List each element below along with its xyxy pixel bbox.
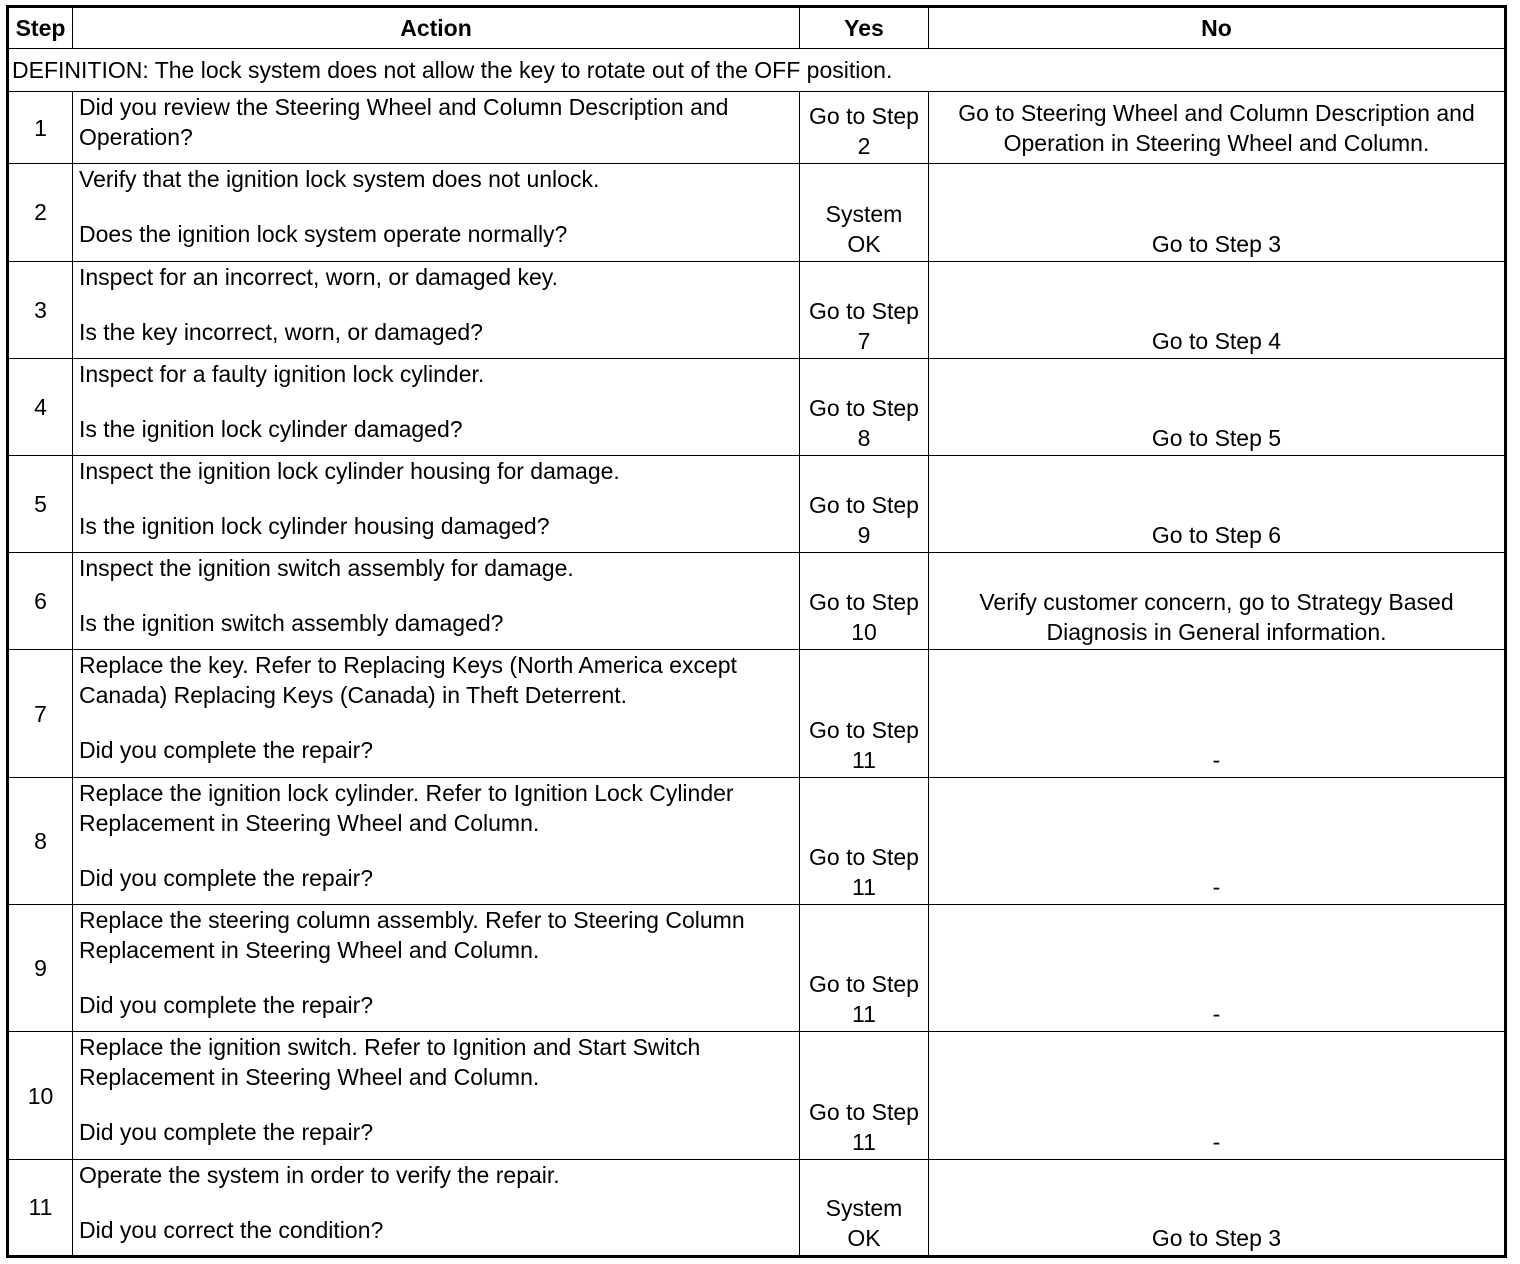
action-text: Inspect for a faulty ignition lock cylinder. (79, 360, 485, 387)
no-result: - (929, 1032, 1506, 1159)
yes-result: Go to Step 10 (800, 553, 929, 650)
action-text: Replace the key. Refer to Replacing Keys (North America except Canada) Replacing Keys (Canada) in Theft Deterrent. (79, 652, 737, 709)
no-result: Verify customer concern, go to Strategy Based Diagnosis in General information. (929, 553, 1506, 650)
no-result: - (929, 777, 1506, 904)
action-question: Did you complete the repair? (79, 737, 374, 764)
yes-result: Go to Step 2 (800, 92, 929, 164)
action-cell (73, 905, 800, 1032)
header-action: Action (73, 7, 800, 49)
yes-result: Go to Step 8 (800, 358, 929, 455)
action-cell (73, 650, 800, 777)
action-question: Is the ignition lock cylinder housing damaged? (79, 512, 550, 539)
yes-result: Go to Step 11 (800, 650, 929, 777)
header-yes: Yes (800, 7, 929, 49)
action-question: Is the ignition switch assembly damaged? (79, 610, 504, 637)
action-cell (73, 358, 800, 455)
table-row (8, 92, 1506, 164)
yes-result: System OK (800, 1159, 929, 1256)
action-text: Inspect the ignition switch assembly for damage. (79, 555, 574, 582)
yes-result: Go to Step 7 (800, 261, 929, 358)
action-question: Does the ignition lock system operate normally? (79, 221, 568, 248)
no-result: Go to Step 5 (929, 358, 1506, 455)
action-question: Did you complete the repair? (79, 1119, 374, 1146)
step-number: 1 (8, 92, 73, 164)
no-result: - (929, 905, 1506, 1032)
action-text: Operate the system in order to verify the repair. (79, 1161, 560, 1188)
action-cell (73, 164, 800, 261)
step-number: 3 (8, 261, 73, 358)
action-question: Did you correct the condition? (79, 1216, 384, 1243)
table-row (8, 261, 1506, 358)
definition-text: DEFINITION: The lock system does not allow the key to rotate out of the OFF position. (8, 49, 1506, 92)
yes-result: System OK (800, 164, 929, 261)
header-row (8, 7, 1506, 49)
table-row (8, 905, 1506, 1032)
action-text: Replace the ignition switch. Refer to Ignition and Start Switch Replacement in Steering Wheel and Column. (79, 1034, 701, 1091)
step-number: 2 (8, 164, 73, 261)
no-result: Go to Step 6 (929, 455, 1506, 552)
table-row (8, 358, 1506, 455)
yes-result: Go to Step 11 (800, 905, 929, 1032)
action-text: Verify that the ignition lock system does not unlock. (79, 166, 600, 193)
action-text: Inspect for an incorrect, worn, or damaged key. (79, 263, 558, 290)
table-row (8, 455, 1506, 552)
step-number: 10 (8, 1032, 73, 1159)
step-number: 6 (8, 553, 73, 650)
yes-result: Go to Step 11 (800, 777, 929, 904)
no-result: Go to Step 4 (929, 261, 1506, 358)
no-result: Go to Steering Wheel and Column Description and Operation in Steering Wheel and Column. (929, 92, 1506, 164)
step-number: 11 (8, 1159, 73, 1256)
diagnostic-table (6, 5, 1507, 1258)
header-no: No (929, 7, 1506, 49)
action-question: Did you complete the repair? (79, 992, 374, 1019)
step-number: 4 (8, 358, 73, 455)
header-step: Step (8, 7, 73, 49)
action-cell (73, 1032, 800, 1159)
table-row (8, 164, 1506, 261)
definition-row (8, 49, 1506, 92)
action-question: Did you complete the repair? (79, 864, 374, 891)
table-row (8, 1159, 1506, 1256)
table-row (8, 650, 1506, 777)
yes-result: Go to Step 11 (800, 1032, 929, 1159)
table-row (8, 777, 1506, 904)
action-text: Did you review the Steering Wheel and Column Description and Operation? (79, 94, 729, 151)
no-result: - (929, 650, 1506, 777)
action-cell (73, 1159, 800, 1256)
step-number: 7 (8, 650, 73, 777)
no-result: Go to Step 3 (929, 1159, 1506, 1256)
table-row (8, 553, 1506, 650)
action-cell (73, 455, 800, 552)
action-cell (73, 553, 800, 650)
yes-result: Go to Step 9 (800, 455, 929, 552)
step-number: 8 (8, 777, 73, 904)
action-text: Replace the ignition lock cylinder. Refer to Ignition Lock Cylinder Replacement in Steering Wheel and Column. (79, 779, 734, 836)
action-text: Inspect the ignition lock cylinder housing for damage. (79, 457, 620, 484)
action-question: Is the ignition lock cylinder damaged? (79, 415, 463, 442)
no-result: Go to Step 3 (929, 164, 1506, 261)
action-cell (73, 777, 800, 904)
action-text: Replace the steering column assembly. Refer to Steering Column Replacement in Steering Wheel and Column. (79, 907, 745, 964)
step-number: 5 (8, 455, 73, 552)
step-number: 9 (8, 905, 73, 1032)
action-question: Is the key incorrect, worn, or damaged? (79, 318, 483, 345)
table-row (8, 1032, 1506, 1159)
action-cell (73, 92, 800, 164)
action-cell (73, 261, 800, 358)
